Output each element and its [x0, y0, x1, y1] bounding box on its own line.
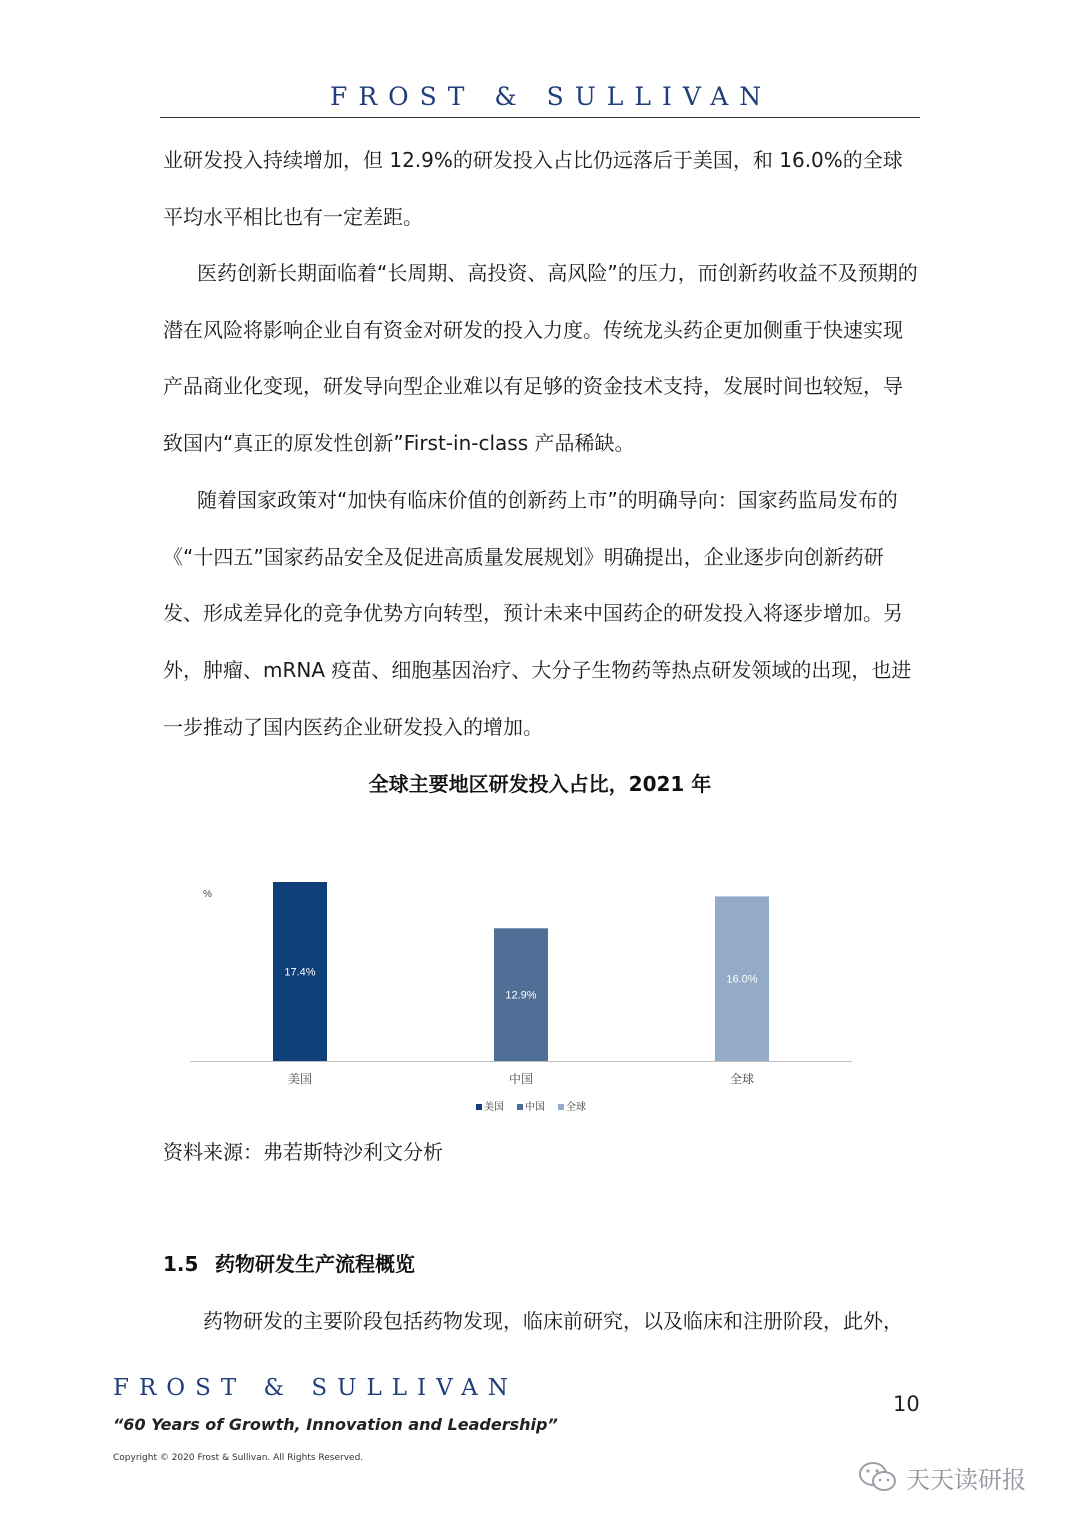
category-label-0: 美国	[287, 1072, 313, 1086]
copyright-notice: Copyright © 2020 Frost & Sullivan. All Rights Reserved.	[113, 1453, 364, 1463]
paragraph-3: 随着国家政策对“加快有临床价值的创新药上市”的明确导向：国家药监局发布的《“十四五”国家药品安全及促进高质量发展规划》明确提出，企业逐步向创新药研发、形成差异化的竞争优势方向转型，预计未来中国药企的研发投入将逐步增加。另外，肿瘤、mRNA 疫苗、细胞基因治疗、大分子生物药等热点研发领域的出现，也进一步推动了国内医药企业研发投入的增加。	[163, 488, 912, 739]
section-paragraph: 药物研发的主要阶段包括药物发现，临床前研究，以及临床和注册阶段，此外，	[203, 1309, 903, 1333]
category-label-1: 中国	[508, 1072, 534, 1086]
category-label-2: 全球	[729, 1072, 755, 1086]
legend-swatch-0	[476, 1104, 482, 1110]
footer-brand-logo: FROST & SULLIVAN	[113, 1375, 518, 1401]
legend-label-0: 美国	[484, 1102, 504, 1113]
header-divider	[160, 117, 920, 118]
data-label-0: 17.4%	[284, 966, 316, 979]
source-note: 资料来源：弗若斯特沙利文分析	[163, 1140, 443, 1164]
rd-ratio-bar-chart	[0, 860, 1080, 1130]
header-brand-logo: FROST & SULLIVAN	[330, 82, 773, 111]
legend-swatch-2	[558, 1104, 564, 1110]
section-number: 1.5	[163, 1252, 199, 1276]
footer-tagline: “60 Years of Growth, Innovation and Leadership”	[113, 1415, 558, 1434]
y-axis-unit-label: %	[203, 889, 212, 900]
legend-swatch-1	[517, 1104, 523, 1110]
page-number: 10	[893, 1392, 920, 1416]
legend-label-1: 中国	[525, 1102, 545, 1113]
data-label-1: 12.9%	[505, 989, 537, 1002]
legend-label-2: 全球	[566, 1102, 586, 1113]
chart-title: 全球主要地区研发投入占比，2021 年	[368, 772, 712, 796]
section-heading	[163, 1248, 415, 1277]
section-title: 药物研发生产流程概览	[215, 1252, 415, 1276]
watermark	[858, 1457, 1026, 1497]
paragraph-1: 业研发投入持续增加，但 12.9%的研发投入占比仍远落后于美国，和 16.0%的全球平均水平相比也有一定差距。	[163, 148, 903, 229]
watermark-text: 天天读研报	[906, 1465, 1026, 1494]
data-label-2: 16.0%	[726, 973, 758, 986]
wechat-icon	[858, 1460, 898, 1494]
paragraph-2: 医药创新长期面临着“长周期、高投资、高风险”的压力，而创新药收益不及预期的潜在风险将影响企业自有资金对研发的投入力度。传统龙头药企更加侧重于快速实现产品商业化变现，研发导向型企业难以有足够的资金技术支持，发展时间也较短，导致国内“真正的原发性创新”First-in-class 产品稀缺。	[163, 261, 918, 456]
